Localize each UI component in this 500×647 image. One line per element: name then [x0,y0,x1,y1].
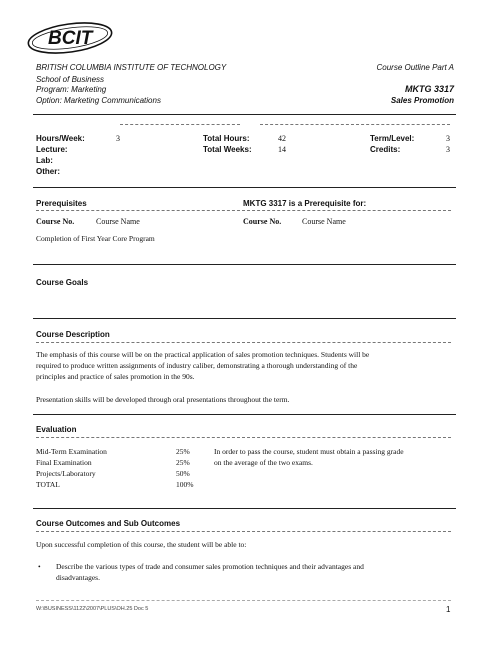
outcomes-intro: Upon successful completion of this course, the student will be able to: [36,540,247,549]
program-name: Program: Marketing [36,85,107,94]
school-name: School of Business [36,75,105,84]
prerequisites-title: Prerequisites [36,199,87,208]
dashed-rule [36,437,451,438]
right-course-name-header: Course Name [302,217,346,226]
outcomes-title: Course Outcomes and Sub Outcomes [36,519,181,528]
total-hours-value: 42 [278,134,286,143]
page-number: 1 [446,605,451,614]
course-title: Sales Promotion [390,96,454,105]
section-rule [33,318,456,319]
dashed-rule [36,531,451,532]
description-line: Presentation skills will be developed through oral presentations throughout the term. [36,395,290,404]
dashed-rule [260,124,450,125]
term-level-value: 3 [446,134,450,143]
bcit-logo [24,16,120,58]
option-name: Option: Marketing Communications [36,96,161,105]
logo-text: BCIT [48,28,93,49]
description-line: The emphasis of this course will be on the practical application of sales promotion techniques. Students will be [36,350,370,359]
term-level-label: Term/Level: [370,134,415,143]
bullet-icon: • [38,562,41,571]
credits-value: 3 [446,145,450,154]
evaluation-item-name: Mid-Term Examination [36,447,107,456]
outline-label: Course Outline Part A [376,63,454,72]
total-hours-label: Total Hours: [203,134,250,143]
evaluation-item-pct: 25% [176,458,190,467]
total-weeks-label: Total Weeks: [203,145,252,154]
section-rule [33,508,456,509]
evaluation-title: Evaluation [36,425,77,434]
outcome-item-line: Describe the various types of trade and consumer sales promotion techniques and their advantages and [56,562,364,571]
prerequisite-for-title: MKTG 3317 is a Prerequisite for: [243,199,367,208]
section-rule [33,414,456,415]
dashed-rule [120,124,240,125]
evaluation-item-name: Final Examination [36,458,92,467]
evaluation-note: In order to pass the course, student must obtain a passing grade [214,447,404,456]
course-name-header: Course Name [96,217,140,226]
prerequisite-item: Completion of First Year Core Program [36,234,155,243]
dashed-rule [36,210,451,211]
right-course-no-header: Course No. [243,217,282,226]
evaluation-note: on the average of the two exams. [214,458,313,467]
course-goals-title: Course Goals [36,278,89,287]
dashed-rule [36,342,451,343]
lecture-label: Lecture: [36,145,68,154]
footer-rule [36,600,451,601]
evaluation-item-pct: 50% [176,469,190,478]
description-line: required to produce written assignments of industry caliber, demonstrating a thorough understanding of the [36,361,358,370]
hours-week-value: 3 [116,134,120,143]
course-code: MKTG 3317 [404,84,454,94]
lab-label: Lab: [36,156,53,165]
outcome-item-line: disadvantages. [56,573,100,582]
footer-path: W:\BUSINESS\1122\2007\PLUS\OH.25 Doc 5 [36,606,149,612]
section-rule [33,187,456,188]
description-line: principles and practice of sales promotion in the 90s. [36,372,195,381]
course-description-title: Course Description [36,330,110,339]
evaluation-item-pct: 25% [176,447,190,456]
total-weeks-value: 14 [278,145,286,154]
credits-label: Credits: [370,145,401,154]
course-no-header: Course No. [36,217,75,226]
hours-week-label: Hours/Week: [36,134,85,143]
evaluation-item-pct: 100% [176,480,194,489]
evaluation-item-name: TOTAL [36,480,60,489]
section-rule [33,264,456,265]
other-label: Other: [36,167,60,176]
header-rule [33,114,456,115]
institute-name: BRITISH COLUMBIA INSTITUTE OF TECHNOLOGY [36,63,227,72]
evaluation-item-name: Projects/Laboratory [36,469,96,478]
